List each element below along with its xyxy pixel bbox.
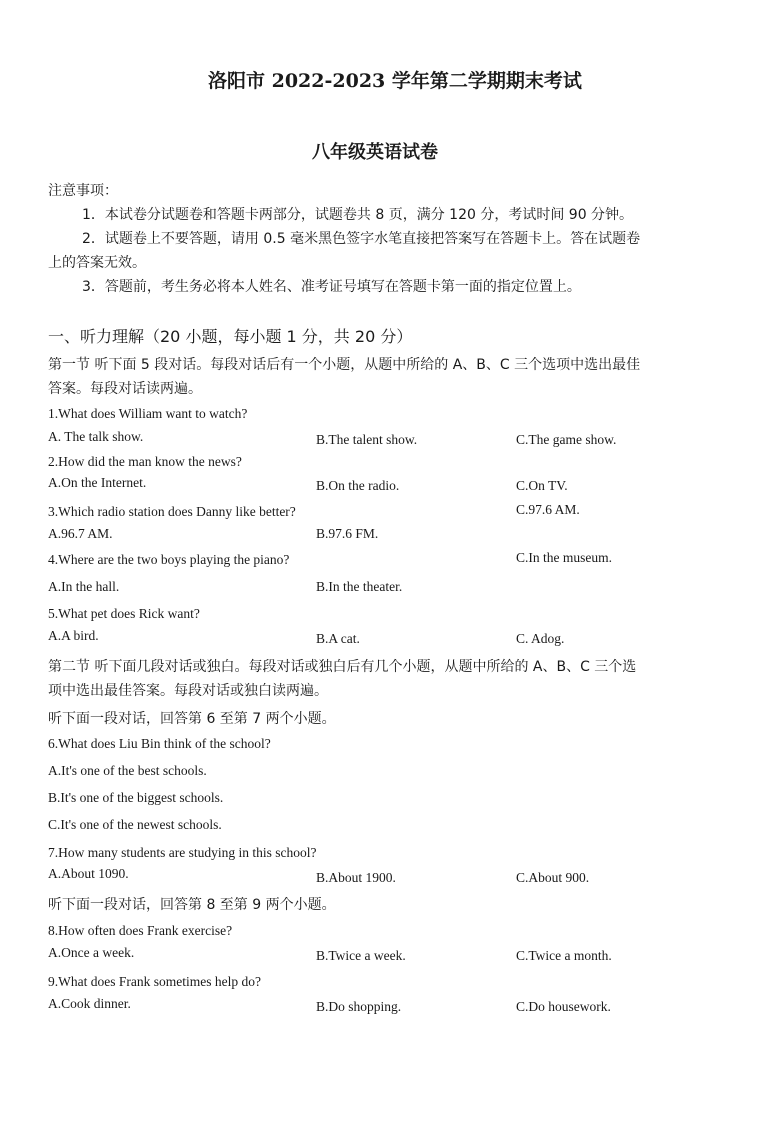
q4-option-b: B.In the theater. [316,579,403,594]
instruction-q8-q9: 听下面一段对话，回答第 8 至第 9 两个小题。 [48,897,336,913]
q7-option-a: A.About 1090. [48,866,129,881]
q8-option-a: A.Once a week. [48,945,135,960]
q1-option-b: B.The talent show. [316,432,418,447]
q1-option-c: C.The game show. [516,432,617,447]
q6-option-a: A.It's one of the best schools. [48,763,207,778]
q2-option-c: C.On TV. [516,478,568,493]
q1-option-a: A. The talk show. [48,429,144,444]
notice-item-2-cont: 上的答案无效。 [48,255,146,271]
q5-option-c: C. Adog. [516,631,565,646]
question-2: 2.How did the man know the news? [48,454,242,469]
q3-option-a: A.96.7 AM. [48,526,113,541]
q8-option-c: C.Twice a month. [516,948,612,963]
section-title: 一、听力理解（20 小题，每小题 1 分，共 20 分） [48,327,413,346]
part1-instruction: 第一节 听下面 5 段对话。每段对话后有一个小题，从题中所给的 A、B、C 三个选项中选出最佳 [48,357,641,373]
page-subtitle: 八年级英语试卷 [312,142,438,163]
q4-option-c: C.In the museum. [516,550,612,565]
q3-option-c: C.97.6 AM. [516,502,580,517]
question-9: 9.What does Frank sometimes help do? [48,974,261,989]
q5-option-b: B.A cat. [316,631,360,646]
page-title: 洛阳市 2022-2023 学年第二学期期末考试 [208,70,582,92]
q9-option-c: C.Do housework. [516,999,611,1014]
part2-instruction-cont: 项中选出最佳答案。每段对话或独白读两遍。 [48,683,328,699]
q4-option-a: A.In the hall. [48,579,120,594]
q9-option-a: A.Cook dinner. [48,996,131,1011]
part1-instruction-cont: 答案。每段对话读两遍。 [48,381,202,397]
question-8: 8.How often does Frank exercise? [48,923,233,938]
question-6: 6.What does Liu Bin think of the school? [48,736,271,751]
q7-option-b: B.About 1900. [316,870,396,885]
question-4: 4.Where are the two boys playing the piano? [48,552,290,567]
q7-option-c: C.About 900. [516,870,590,885]
q6-option-c: C.It's one of the newest schools. [48,817,222,832]
notice-item-1: 1．本试卷分试题卷和答题卡两部分，试题卷共 8 页，满分 120 分，考试时间 90 分钟。 [82,207,634,223]
question-7: 7.How many students are studying in this school? [48,845,317,860]
q2-option-a: A.On the Internet. [48,475,147,490]
instruction-q6-q7: 听下面一段对话，回答第 6 至第 7 两个小题。 [48,711,336,727]
q5-option-a: A.A bird. [48,628,99,643]
q6-option-b: B.It's one of the biggest schools. [48,790,224,805]
q3-option-b: B.97.6 FM. [316,526,379,541]
notice-item-3: 3．答题前，考生务必将本人姓名、准考证号填写在答题卡第一面的指定位置上。 [82,279,581,295]
notice-heading: 注意事项： [48,183,118,199]
notice-item-2: 2．试题卷上不要答题，请用 0.5 毫米黑色签字水笔直接把答案写在答题卡上。答在试题卷 [82,231,641,247]
q8-option-b: B.Twice a week. [316,948,406,963]
q2-option-b: B.On the radio. [316,478,400,493]
question-1: 1.What does William want to watch? [48,406,248,421]
question-5: 5.What pet does Rick want? [48,606,200,621]
question-3: 3.Which radio station does Danny like better? [48,504,296,519]
q9-option-b: B.Do shopping. [316,999,402,1014]
part2-instruction: 第二节 听下面几段对话或独白。每段对话或独白后有几个小题，从题中所给的 A、B、C 三个选 [48,659,637,675]
